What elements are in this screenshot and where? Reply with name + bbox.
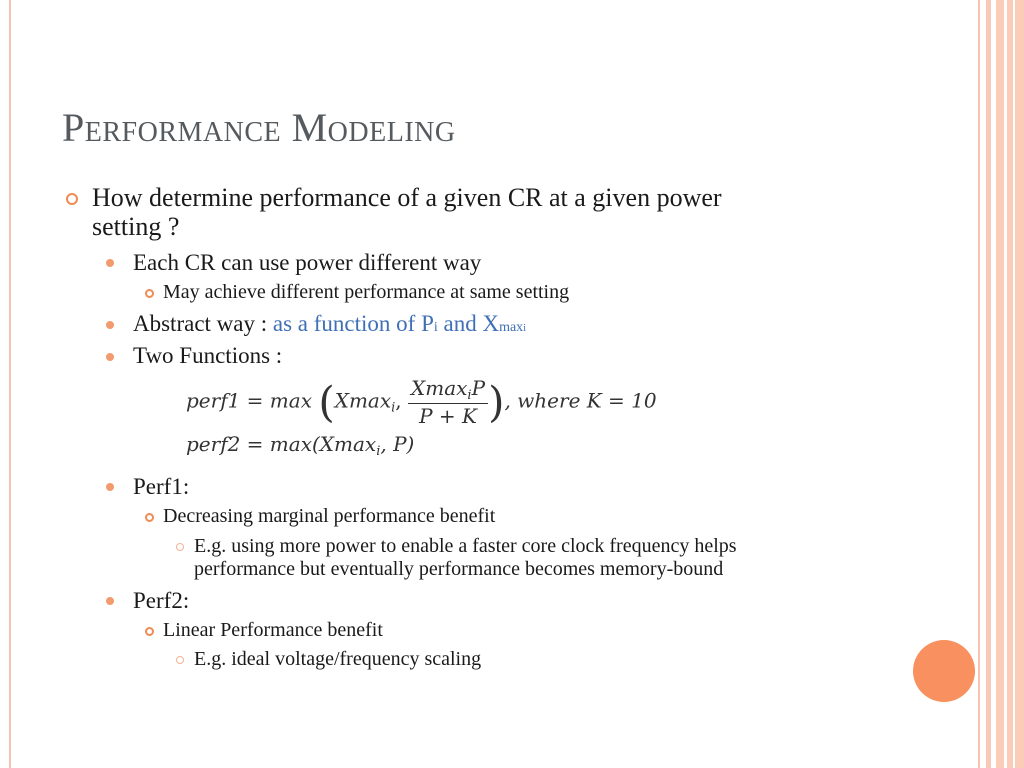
bullet-small-ring-icon [176, 656, 184, 664]
bullet-dot-icon [106, 597, 114, 605]
bullet-text: How determine performance of a given CR at a given power [92, 183, 722, 212]
bullet-small-ring-icon [176, 543, 184, 551]
formula-block [186, 376, 666, 462]
bullet-text: Perf2: [133, 588, 190, 613]
bullet-text: E.g. using more power to enable a faster core clock frequency helps [194, 535, 737, 557]
bullet-text: Two Functions : [133, 343, 283, 368]
bullet-text: Perf1: [133, 474, 190, 499]
bullet-dot-icon [106, 353, 114, 361]
decorative-circle [913, 640, 975, 702]
right-border-band [996, 0, 1024, 768]
bullet-text: Decreasing marginal performance benefit [163, 505, 496, 527]
left-border [9, 0, 11, 768]
right-border-line [978, 0, 980, 768]
bullet-dot-icon [106, 483, 114, 491]
bullet-dot-icon [106, 321, 114, 329]
bullet-text: Linear Performance benefit [163, 619, 383, 641]
abstract-function-text: as a function of Pi and Xmaxi [272, 311, 526, 336]
bullet-text: performance but eventually performance becomes memory-bound [194, 558, 724, 580]
bullet-ring-icon [66, 193, 78, 205]
formula-perf1: perf1 = max (Xmax$_i$, $\frac{Xmax_iP}{P + K}$ ), where K = 10 [186, 376, 657, 428]
bullet-dot-icon [106, 259, 114, 267]
bullet-text [133, 311, 526, 342]
bullet-text: setting ? [92, 212, 180, 241]
bullet-text: E.g. ideal voltage/frequency scaling [194, 648, 482, 670]
formula-perf2: perf2 = max(Xmax$_i$, P) [186, 432, 415, 459]
slide-title: Performance Modeling [62, 105, 456, 150]
bullet-ring-icon [145, 289, 154, 298]
bullet-text: May achieve different performance at same setting [163, 281, 570, 303]
bullet-ring-icon [145, 513, 154, 522]
bullet-ring-icon [145, 627, 154, 636]
bullet-text: Each CR can use power different way [133, 250, 482, 275]
abstract-prefix: Abstract way : [133, 311, 273, 336]
right-border-line [986, 0, 991, 768]
